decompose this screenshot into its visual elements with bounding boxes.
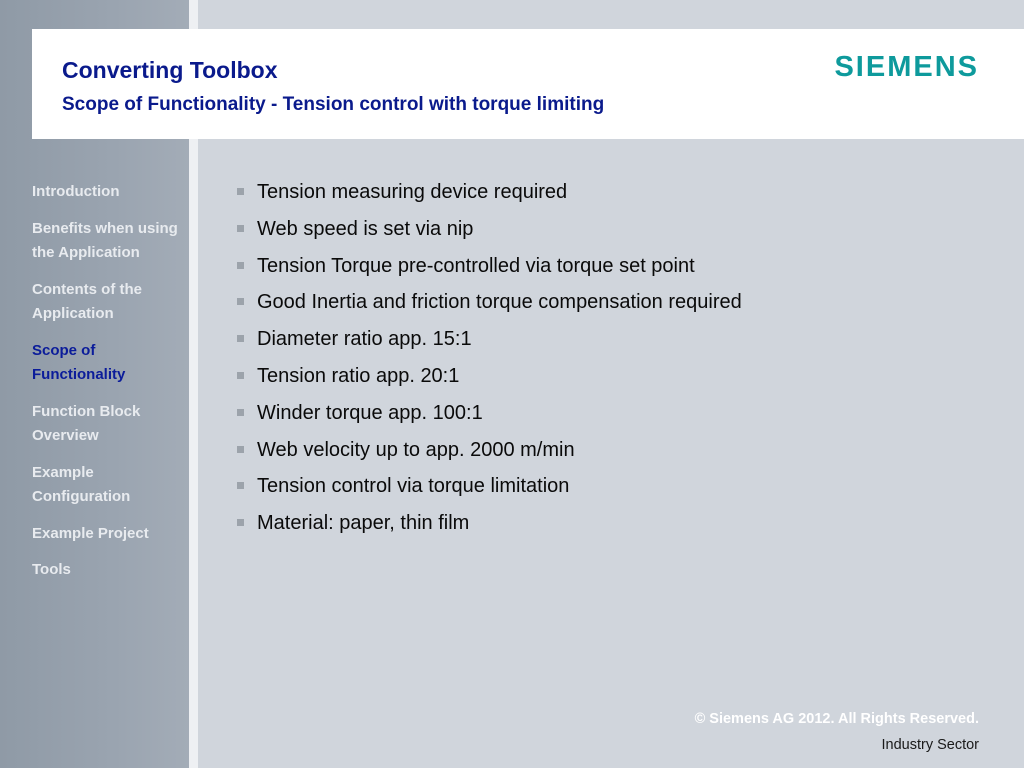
bullet-text: Tension Torque pre-controlled via torque set point	[257, 254, 695, 277]
page-title: Converting Toolbox	[62, 57, 278, 83]
sidebar-nav	[32, 180, 182, 595]
square-bullet-icon	[237, 409, 244, 416]
square-bullet-icon	[237, 519, 244, 526]
footer-sector: Industry Sector	[881, 737, 979, 753]
siemens-logo: SIEMENS	[834, 51, 979, 83]
bullet-item	[236, 290, 996, 314]
bullet-item	[236, 180, 996, 204]
nav-item-tools[interactable]: Tools	[32, 561, 71, 578]
bullet-text: Web velocity up to app. 2000 m/min	[257, 438, 575, 461]
nav-item-function-block-overview[interactable]: Function Block Overview	[32, 402, 141, 444]
bullet-text: Winder torque app. 100:1	[257, 401, 483, 424]
bullet-item	[236, 327, 996, 351]
square-bullet-icon	[237, 298, 244, 305]
nav-item-example-project[interactable]: Example Project	[32, 524, 149, 542]
header-bar	[32, 29, 1024, 139]
bullet-text: Good Inertia and friction torque compensation required	[257, 291, 742, 314]
bullet-text: Tension measuring device required	[257, 181, 568, 203]
bullet-item	[236, 254, 996, 278]
nav-item-example-configuration[interactable]: Example Configuration	[32, 463, 131, 505]
page-subtitle: Scope of Functionality - Tension control with torque limiting	[62, 94, 605, 115]
square-bullet-icon	[237, 446, 244, 453]
nav-item-benefits[interactable]: Benefits when using the Application	[32, 219, 178, 261]
square-bullet-icon	[237, 262, 244, 269]
bullet-text: Diameter ratio app. 15:1	[257, 328, 472, 351]
square-bullet-icon	[237, 335, 244, 342]
bullet-item	[236, 401, 996, 425]
bullet-item	[236, 474, 996, 498]
nav-item-introduction[interactable]: Introduction	[32, 183, 120, 200]
bullet-item	[236, 511, 996, 535]
bullet-text: Tension control via torque limitation	[257, 475, 570, 498]
nav-item-scope-of-functionality[interactable]: Scope of Functionality	[32, 341, 126, 383]
bullet-item	[236, 364, 996, 388]
bullet-item	[236, 438, 996, 462]
square-bullet-icon	[237, 372, 244, 379]
square-bullet-icon	[237, 225, 244, 232]
footer-copyright: © Siemens AG 2012. All Rights Reserved.	[694, 711, 979, 727]
bullet-text: Web speed is set via nip	[257, 217, 474, 240]
square-bullet-icon	[237, 482, 244, 489]
bullet-list	[236, 180, 996, 548]
bullet-text: Tension ratio app. 20:1	[257, 364, 460, 387]
nav-item-contents[interactable]: Contents of the Application	[32, 280, 142, 322]
bullet-text: Material: paper, thin film	[257, 512, 470, 535]
bullet-item	[236, 217, 996, 241]
square-bullet-icon	[237, 188, 244, 195]
